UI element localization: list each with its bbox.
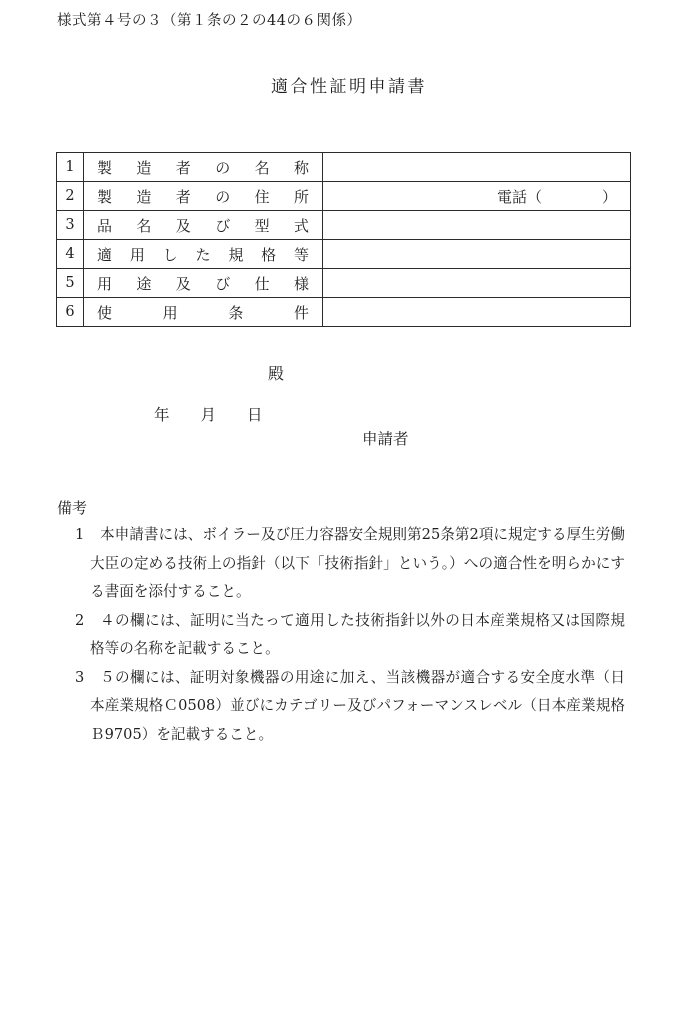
remarks-heading: 備考	[57, 499, 88, 517]
row-label-cell: 使用条件	[84, 298, 323, 327]
row-index-cell: 3	[57, 211, 84, 240]
row-index-cell: 4	[57, 240, 84, 269]
remark-text: 本申請書には、ボイラー及び圧力容器安全規則第25条第2項に規定する厚生労働大臣の定める技術上の指針（以下「技術指針」という。）への適合性を明らかにする書面を添付すること。	[90, 526, 625, 600]
row-label-cell: 用途及び仕様	[84, 269, 323, 298]
row-label-cell: 製造者の住所	[84, 182, 323, 211]
row-index-cell: 2	[57, 182, 84, 211]
phone-field: 電話（ ）	[323, 182, 631, 211]
row-label-cell: 適用した規格等	[84, 240, 323, 269]
table-row	[57, 153, 631, 182]
table-row	[57, 298, 631, 327]
row-label-cell: 品名及び型式	[84, 211, 323, 240]
remark-number: 3	[75, 668, 85, 686]
table-row	[57, 240, 631, 269]
row-label-cell: 製造者の名称	[84, 153, 323, 182]
row-index-cell: 5	[57, 269, 84, 298]
applicant-label: 申請者	[362, 430, 409, 448]
application-table	[56, 152, 631, 327]
table-row	[57, 269, 631, 298]
form-number: 様式第４号の３（第１条の２の44の６関係）	[57, 13, 362, 29]
row-value-cell	[323, 269, 631, 298]
row-index-cell: 6	[57, 298, 84, 327]
row-value-cell	[323, 298, 631, 327]
row-value-cell	[323, 240, 631, 269]
row-index-cell: 1	[57, 153, 84, 182]
remark-item	[75, 607, 625, 664]
table-row	[57, 211, 631, 240]
table-row	[57, 182, 631, 211]
remark-item	[75, 664, 625, 750]
remark-item	[75, 521, 625, 607]
page-title: 適合性証明申請書	[271, 77, 427, 97]
remark-number: 2	[75, 611, 85, 629]
remark-text: ４の欄には、証明に当たって適用した技術指針以外の日本産業規格又は国際規格等の名称を記載すること。	[90, 611, 625, 657]
date-line: 年 月 日	[154, 406, 263, 424]
row-value-cell	[323, 153, 631, 182]
row-value-cell	[323, 211, 631, 240]
remark-number: 1	[75, 526, 85, 543]
remarks-section	[57, 495, 645, 749]
remark-text: ５の欄には、証明対象機器の用途に加え、当該機器が適合する安全度水準（日本産業規格Ｃ0508）並びにカテゴリー及びパフォーマンスレベル（日本産業規格Ｂ9705）を記載すること。	[90, 668, 625, 743]
addressee-honorific: 殿	[268, 364, 285, 383]
